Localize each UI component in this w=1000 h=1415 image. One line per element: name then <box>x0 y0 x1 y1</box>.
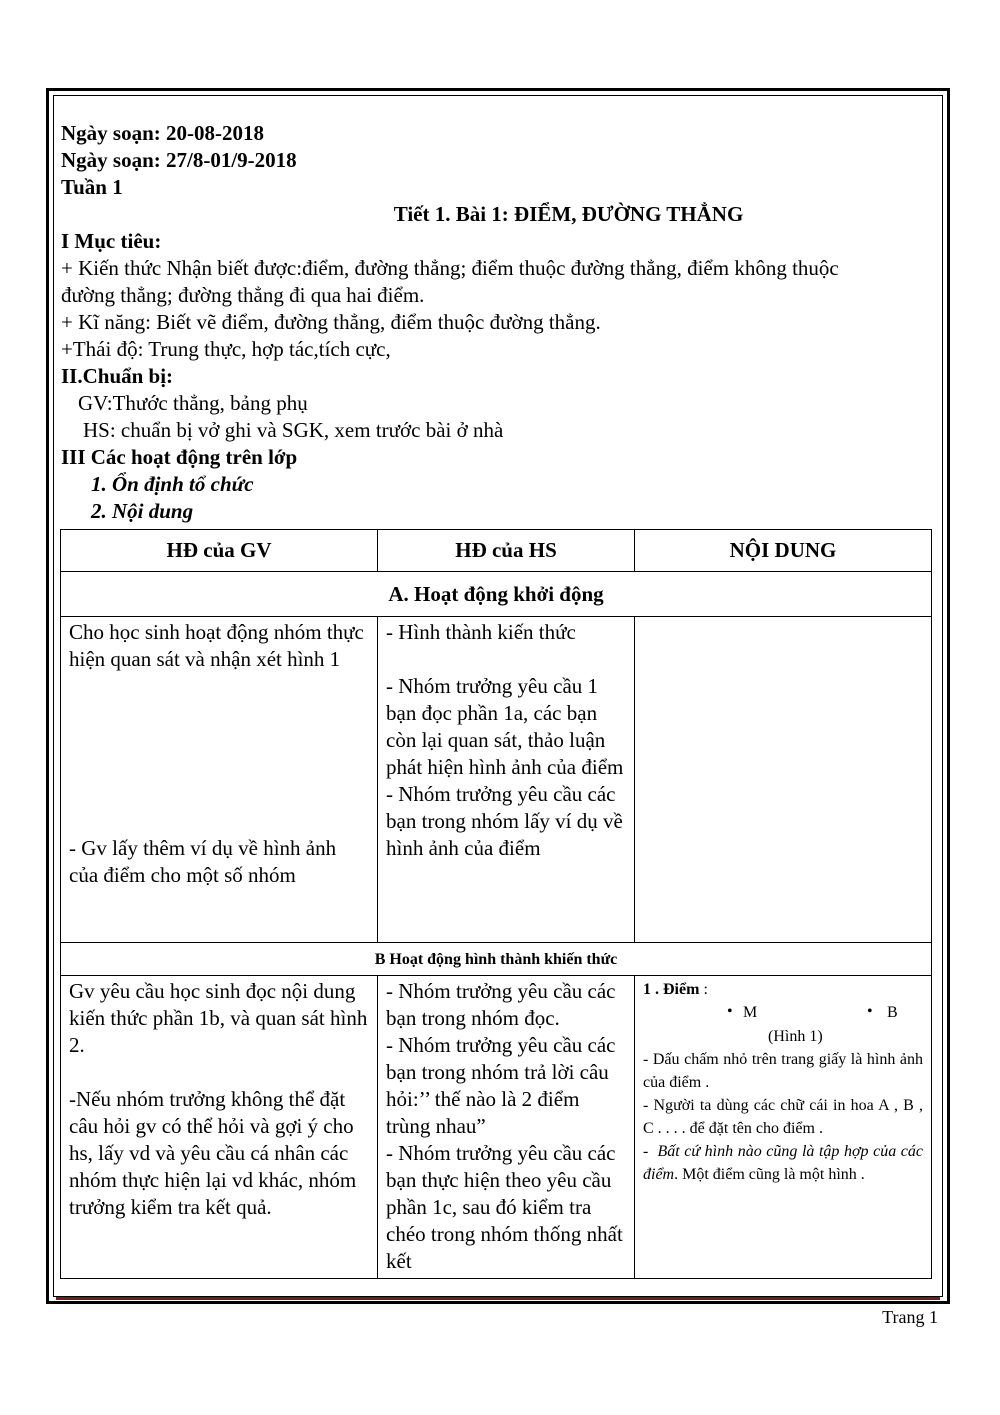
activity-item-2: 2. Nội dung <box>91 499 194 523</box>
point-b-label: B <box>887 1004 898 1021</box>
objective-knowledge-cont: đường thẳng; đường thẳng đi qua hai điểm. <box>61 283 425 307</box>
prep-student: HS: chuẩn bị vở ghi và SGK, xem trước bài ở nhà <box>83 418 504 442</box>
b-teacher-text-1: Gv yêu cầu học sinh đọc nội dung kiến thức phần 1b, và quan sát hình 2. <box>69 979 368 1057</box>
cell-a-content <box>635 617 932 943</box>
point-b-dot: • <box>867 1003 873 1020</box>
content-heading-point <box>643 978 923 1001</box>
b-teacher-text-2: -Nếu nhóm trưởng không thể đặt câu hỏi gv có thể hỏi và gợi ý cho hs, lấy vd và yêu cầu cá nhân các nhóm thực hiện lại vd khác, nhóm trưởng kiểm tra kết quả. <box>69 1087 357 1219</box>
activities-heading: III Các hoạt động trên lớp <box>61 445 298 469</box>
table-header-row <box>61 530 932 572</box>
objective-knowledge: + Kiến thức Nhận biết được:điểm, đường thẳng; điểm thuộc đường thẳng, điểm không thuộc <box>61 256 839 280</box>
content-line-2: - Người ta dùng các chữ cái in hoa A , B , C . . . . để đặt tên cho điểm . <box>643 1097 923 1137</box>
cell-a-student <box>378 617 635 943</box>
objective-skills: + Kĩ năng: Biết vẽ điểm, đường thẳng, điểm thuộc đường thẳng. <box>61 310 601 334</box>
a-student-text-1: - Hình thành kiến thức <box>386 620 576 644</box>
date-taught: Ngày soạn: 27/8-01/9-2018 <box>61 148 297 172</box>
cell-b-student <box>378 976 635 1279</box>
cell-b-teacher <box>61 976 378 1279</box>
content-heading-point-text: 1 . Điểm <box>643 981 700 998</box>
content-line-3-rest: . Một điểm cũng là một hình . <box>674 1166 865 1183</box>
figure-caption: (Hình 1) <box>768 1028 823 1045</box>
section-b-row <box>61 943 932 976</box>
cell-b-content <box>635 976 932 1279</box>
col-header-content: NỘI DUNG <box>635 530 932 572</box>
point-m-label: M <box>743 1004 758 1021</box>
col-header-teacher: HĐ của GV <box>61 530 378 572</box>
a-student-text-3: - Nhóm trưởng yêu cầu các bạn trong nhóm lấy ví dụ về hình ảnh của điểm <box>386 782 623 860</box>
prep-heading: II.Chuẩn bị: <box>61 364 174 388</box>
table-row <box>61 976 932 1279</box>
section-a-row <box>61 572 932 617</box>
objectives-heading: I Mục tiêu: <box>61 229 162 253</box>
b-student-text-1: - Nhóm trưởng yêu cầu các bạn trong nhóm đọc. <box>386 979 616 1030</box>
point-m-dot: • <box>727 1003 733 1020</box>
lesson-title: Tiết 1. Bài 1: ĐIỂM, ĐƯỜNG THẲNG <box>393 202 744 226</box>
objective-attitude: +Thái độ: Trung thực, hợp tác,tích cực, <box>61 337 391 361</box>
b-student-text-2: - Nhóm trưởng yêu cầu các bạn trong nhóm trả lời câu hỏi:’’ thế nào là 2 điểm trùng nhau” <box>386 1033 616 1138</box>
section-b-title: B Hoạt động hình thành khiến thức <box>61 943 932 976</box>
a-teacher-text-2: - Gv lấy thêm ví dụ về hình ảnh của điểm cho một số nhóm <box>69 836 337 887</box>
b-student-text-3: - Nhóm trưởng yêu cầu các bạn thực hiện theo yêu cầu phần 1c, sau đó kiểm tra chéo trong nhóm thống nhất kết <box>386 1141 623 1273</box>
page-border-accent <box>56 1297 940 1300</box>
content-line-3-italic: Bất cứ hình nào cũng là tập hợp của các điểm <box>643 1143 924 1183</box>
prep-teacher: GV:Thước thẳng, bảng phụ <box>78 391 308 415</box>
col-header-student: HĐ của HS <box>378 530 635 572</box>
lesson-table <box>60 529 932 1279</box>
a-teacher-text-1: Cho học sinh hoạt động nhóm thực hiện quan sát và nhận xét hình 1 <box>69 620 364 671</box>
content-line-1: - Dấu chấm nhỏ trên trang giấy là hình ảnh của điểm . <box>643 1051 923 1091</box>
content-heading-colon: : <box>699 981 708 998</box>
content-line-3: - Bất cứ hình nào cũng là tập hợp của các điểm. Một điểm cũng là một hình . <box>643 1143 924 1183</box>
document-body <box>61 120 936 525</box>
points-figure <box>643 1001 923 1025</box>
section-a-title: A. Hoạt động khởi động <box>61 572 932 617</box>
a-student-text-2: - Nhóm trưởng yêu cầu 1 bạn đọc phần 1a, các bạn còn lại quan sát, thảo luận phát hiện hình ảnh của điểm <box>386 674 624 779</box>
page-number: Trang 1 <box>882 1307 938 1327</box>
date-prepared: Ngày soạn: 20-08-2018 <box>61 121 264 145</box>
week-label: Tuần 1 <box>61 175 123 199</box>
cell-a-teacher <box>61 617 378 943</box>
activity-item-1: 1. Ổn định tổ chức <box>91 472 254 496</box>
table-row <box>61 617 932 943</box>
